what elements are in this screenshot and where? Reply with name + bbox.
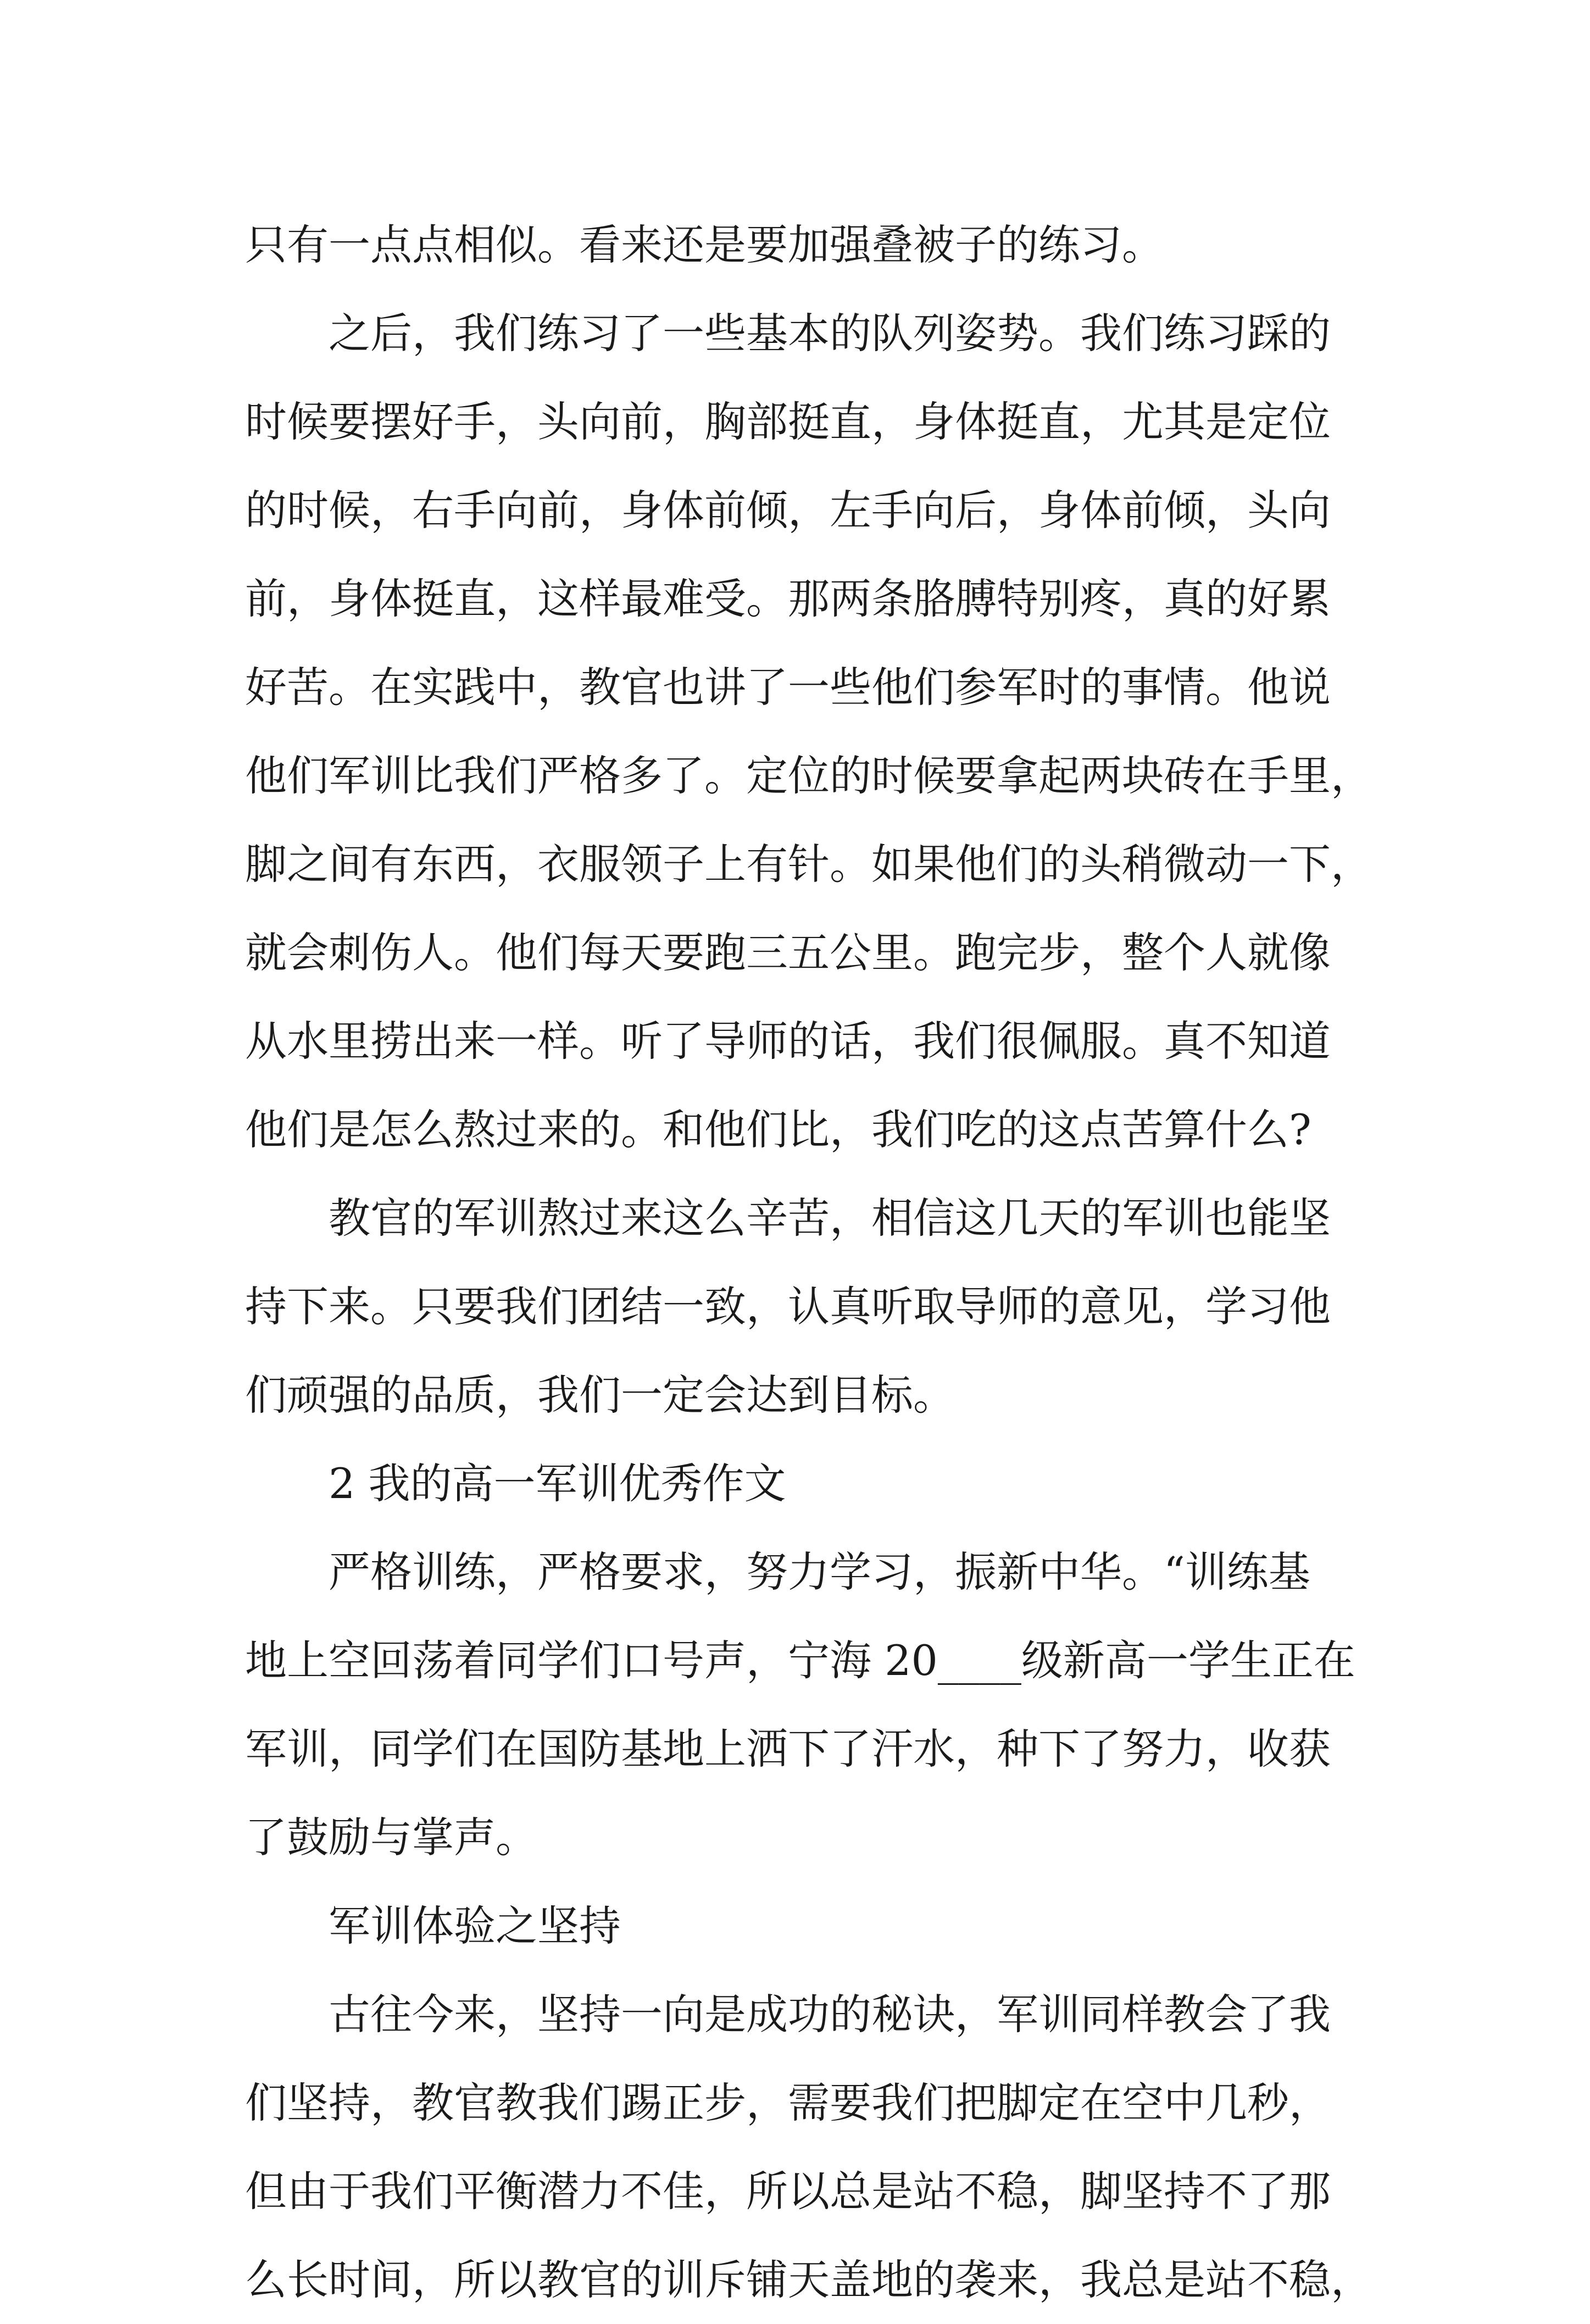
text-line: 教官的军训熬过来这么辛苦，相信这几天的军训也能坚 bbox=[329, 1194, 1331, 1243]
text-line: 只有一点点相似。看来还是要加强叠被子的练习。 bbox=[245, 220, 1164, 269]
document-body bbox=[245, 201, 1372, 2324]
text-line: 了鼓励与掌声。 bbox=[245, 1813, 537, 1862]
text-line: 就会刺伤人。他们每天要跑三五公里。跑完步，整个人就像 bbox=[245, 928, 1331, 977]
text-line: 古往今来，坚持一向是成功的秘诀，军训同样教会了我 bbox=[329, 1990, 1331, 2039]
text-line: 脚之间有东西，衣服领子上有针。如果他们的头稍微动一下， bbox=[245, 840, 1372, 889]
text-line: 他们是怎么熬过来的。和他们比，我们吃的这点苦算什么? bbox=[245, 1105, 1311, 1154]
text-line: 们顽强的品质，我们一定会达到目标。 bbox=[245, 1371, 955, 1419]
section-subheading: 军训体验之坚持 bbox=[329, 1901, 621, 1950]
section-heading: 2 我的高一军训优秀作文 bbox=[329, 1459, 786, 1508]
text-line: 们坚持，教官教我们踢正步，需要我们把脚定在空中几秒， bbox=[245, 2078, 1331, 2127]
text-line: 地上空回荡着同学们口号声，宁海 20____级新高一学生正在 bbox=[245, 1636, 1355, 1685]
text-line: 军训，同学们在国防基地上洒下了汗水，种下了努力，收获 bbox=[245, 1724, 1331, 1773]
text-line: 持下来。只要我们团结一致，认真听取导师的意见，学习他 bbox=[245, 1282, 1331, 1331]
text-line: 严格训练，严格要求，努力学习，振新中华。“训练基 bbox=[329, 1548, 1310, 1596]
text-line: 么长时间，所以教官的训斥铺天盖地的袭来，我总是站不稳， bbox=[245, 2255, 1372, 2304]
text-line: 他们军训比我们严格多了。定位的时候要拿起两块砖在手里， bbox=[245, 751, 1372, 800]
text-line: 的时候，右手向前，身体前倾，左手向后，身体前倾，头向 bbox=[245, 486, 1331, 535]
text-line: 之后，我们练习了一些基本的队列姿势。我们练习踩的 bbox=[329, 309, 1331, 358]
text-line: 但由于我们平衡潜力不佳，所以总是站不稳，脚坚持不了那 bbox=[245, 2167, 1331, 2216]
text-line: 前，身体挺直，这样最难受。那两条胳膊特别疼，真的好累 bbox=[245, 574, 1331, 623]
text-line: 好苦。在实践中，教官也讲了一些他们参军时的事情。他说 bbox=[245, 663, 1331, 712]
text-line: 时候要摆好手，头向前，胸部挺直，身体挺直，尤其是定位 bbox=[245, 397, 1331, 446]
text-line: 从水里捞出来一样。听了导师的话，我们很佩服。真不知道 bbox=[245, 1017, 1331, 1066]
